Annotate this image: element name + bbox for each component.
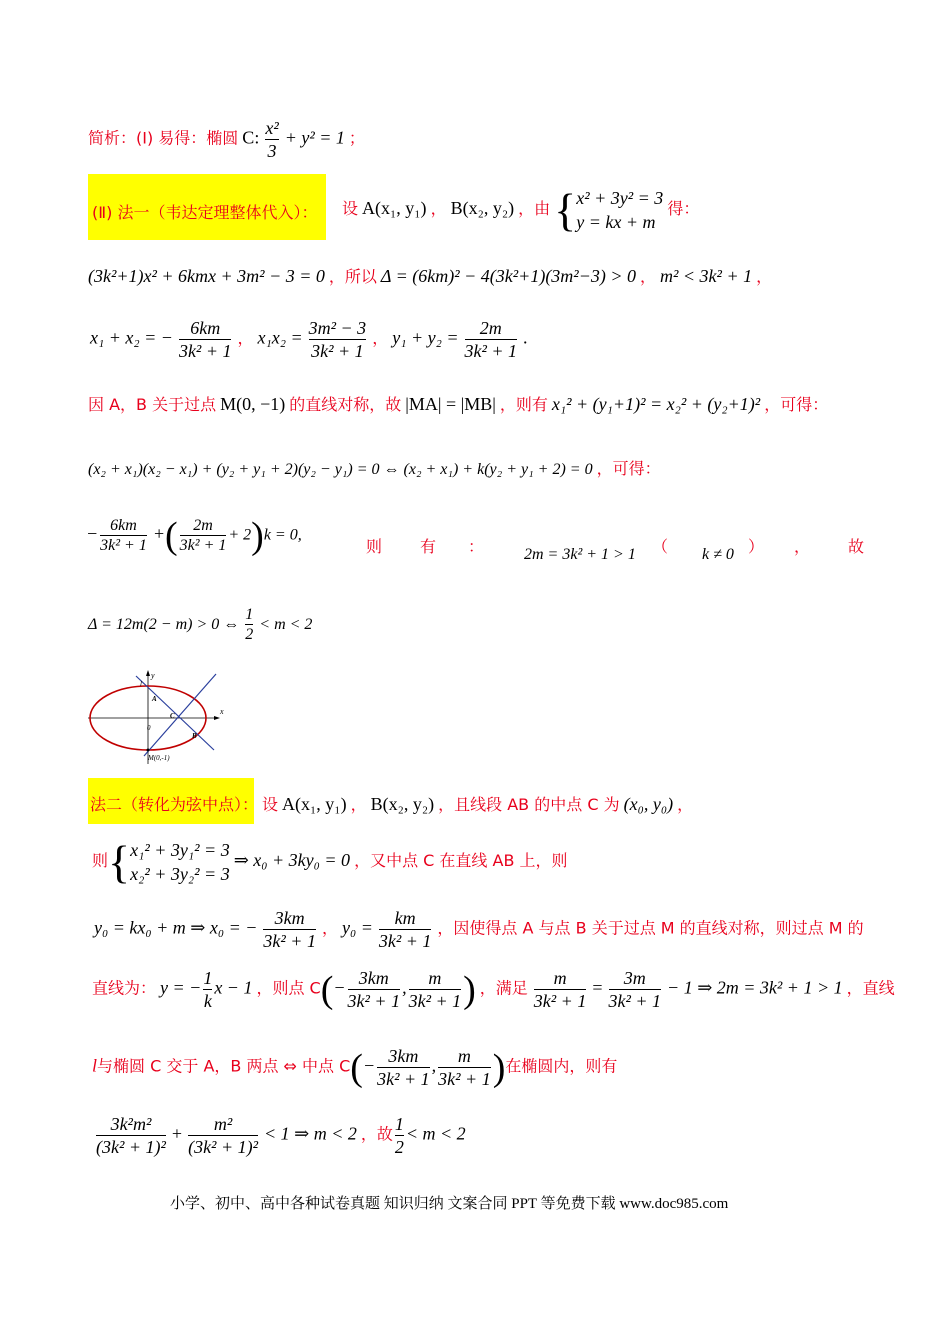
footer-text: 小学、初中、高中各种试卷真题 知识归纳 文案合同 PPT 等免费下载 www.doc985.com [170,1196,729,1212]
difference-line: (x₂ + x₁)(x₂ − x₁) + (y₂ + y₁ + 2)(y₂ − y₁) = 0 ⇔ (x₂ + x₁) + k(y₂ + y₁ + 2) = 0 ，可得： [88,459,661,478]
ellipse-fraction: $\frac{\text{x²}}{3}$ [265,118,279,161]
fig-label-c: C [170,712,175,720]
quadratic-line: (3k²+1)x² + 6kmx + 3m² − 3 = 0 ，所以 Δ = (6km)² − 4(3k²+1)(3m²−3) > 0 ， m² < 3k² + 1 ， [88,266,773,286]
ellipse-name: C [242,127,255,148]
fig-label-m: M(0,-1) [148,754,170,762]
ellipse-rest: + y² = 1 [284,127,345,148]
point-a: A(x₁, y₁) [362,197,427,218]
fig-label-a: A [152,695,157,703]
equation-system: x² + 3y² = 3 y = kx + m [576,188,664,233]
analysis-line: 简析：(Ⅰ) 易得：椭圆 C: $\frac{\text{x²}}{3}$ + y² = 1 ； [88,118,365,161]
fig-label-x: x [220,707,224,716]
final-inequality: $\frac{\text{3k²m²}}{\text{(3k² + 1)²}}$ + $\frac{\text{m²}}{\text{(3k² + 1)²}}$ < 1 ⇒ m < 2 ，故 $\frac{1}{2}$ < m < 2 [96,1114,466,1157]
line-through-m: 直线为： y = − $\frac{1}{k}$ x − 1 ，则点 C(− $\frac{3km}{\text{3k² + 1}}$ , $\frac{m}{\text{3k² + 1}}$ ) ，满足 $\frac{m}{\text{3k² + 1}}$ = $\frac{3m}{\text{3k² + 1}}$ − 1 ⇒ 2m = 3k² + 1 > 1 ，直线 [92,968,895,1011]
method2-line: 法二（转化为弦中点）： 设 A(x₁, y₁) ， B(x₂, y₂) ，且线段 AB 的中点 C 为 (x₀, y₀) ， [90,794,694,814]
method1-label: (Ⅱ) 法一（韦达定理整体代入）： [92,203,318,222]
fig-label-o: 0 [147,724,151,732]
ellipse-figure [86,668,236,768]
k-equation: − $\frac{6km}{\text{3k² + 1}}$ +( $\frac{2m}{\text{3k² + 1}}$ + 2)k = 0, [86,515,302,557]
fig-label-y: y [151,671,155,680]
delta-range: Δ = 12m(2 − m) > 0 ⇔ $\frac{1}{2}$ < m < 2 [88,606,313,644]
midpoint-coordinates: y₀ = kx₀ + m ⇒ x₀ = − $\frac{3km}{\text{3k² + 1}}$ ， y₀ = $\frac{km}{\text{3k² + 1}}$ ，因使得点 A 与点 B 关于过点 M 的直线对称，则过点 M 的 [94,908,864,951]
analysis-prefix: 简析：(Ⅰ) 易得：椭圆 [88,128,239,148]
method2-system: 则{ x₁² + 3y₁² = 3 x₂² + 3y₂² = 3 ⇒ x₀ + 3ky₀ = 0 ，又中点 C 在直线 AB 上，则 [92,836,568,888]
method1-line: 设 A(x₁, y₁) ， B(x₂, y₂) ，由 { x² + 3y² = 3 y = kx + m 得： [342,184,700,236]
point-b: B(x₂, y₂) [450,197,515,218]
fig-label-b: B [192,732,197,740]
m-result: 2m = 3k² + 1 > 1 [524,546,636,563]
vieta-line: x₁ + x₂ = − $\frac{6km}{\text{3k² + 1}}$ ， x₁x₂ = $\frac{\text{3m² − 3}}{\text{3k² + 1}}$ ， y₁ + y₂ = $\frac{2m}{\text{3k² + 1}}$ . [90,318,528,361]
intersection-condition: l与椭圆 C 交于 A，B 两点 ⇔ 中点 C(− $\frac{3km}{\text{3k² + 1}}$ , $\frac{m}{\text{3k² + 1}}$ )在椭圆内，则有 [92,1046,618,1089]
symmetry-line: 因 A，B 关于过点 M(0, −1) 的直线对称，故 |MA| = |MB| ，则有 x₁² + (y₁+1)² = x₂² + (y₂+1)² ，可得： [88,394,829,414]
svg-text:l: l [140,680,142,688]
